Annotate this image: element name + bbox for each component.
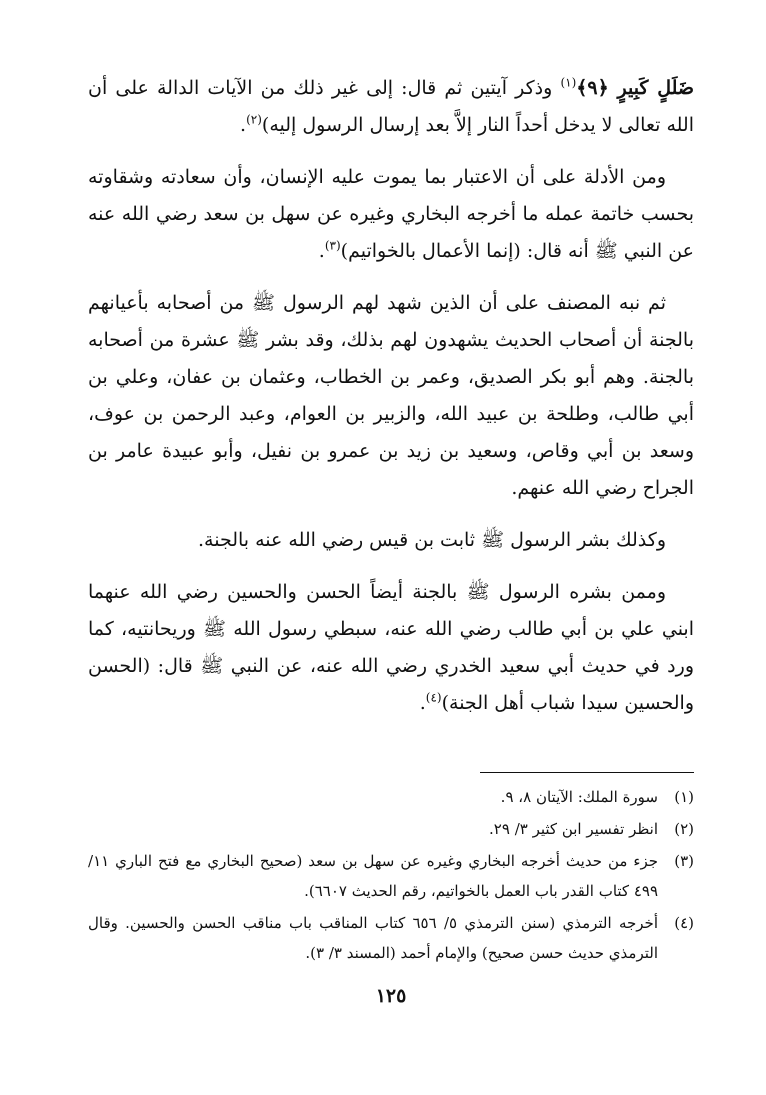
- paragraph-5-text: وممن بشره الرسول ﷺ بالجنة أيضاً الحسن والحسين رضي الله عنهما ابني علي بن أبي طالب رضي الله عنه، سبطي رسول الله ﷺ وريحانتيه، كما ورد في حديث أبي سعيد الخدري رضي الله عنه، عن النبي ﷺ قال: (الحسن والحسين سيدا شباب أهل الجنة): [88, 581, 694, 714]
- body-text: [88, 70, 694, 722]
- footnote-number: (٢): [674, 820, 694, 838]
- quran-verse-fragment: ضَلَلٍ كَبِيرٍ ﴿٩﴾: [576, 77, 695, 99]
- page-number: ١٢٥: [375, 985, 407, 1007]
- footnote-number: (٤): [674, 914, 694, 932]
- footnote-text: أخرجه الترمذي (سنن الترمذي ٥/ ٦٥٦ كتاب المناقب باب مناقب الحسن والحسين. وقال الترمذي حديث حسن صحيح) والإمام أحمد (المسند ٣/ ٣).: [88, 914, 658, 962]
- footnote-text: جزء من حديث أخرجه البخاري وغيره عن سهل بن سعد (صحيح البخاري مع فتح الباري ١١/ ٤٩٩ كتاب القدر باب العمل بالخواتيم، رقم الحديث ٦٦٠٧).: [88, 852, 658, 900]
- footnote-2: [88, 814, 694, 844]
- footnote-1: [88, 782, 694, 812]
- footnote-ref-1: (١): [560, 75, 577, 90]
- paragraph-2-text: ومن الأدلة على أن الاعتبار بما يموت عليه الإنسان، وأن سعادته وشقاوته بحسب خاتمة عمله ما أخرجه البخاري وغيره عن سهل بن سعد رضي الله عنه عن النبي ﷺ أنه قال: (إنما الأعمال بالخواتيم): [88, 166, 694, 262]
- paragraph-2: [88, 159, 694, 270]
- paragraph-1-end: .: [240, 114, 247, 136]
- paragraph-5-end: .: [419, 692, 426, 714]
- paragraph-1: [88, 70, 694, 144]
- footnotes: [88, 782, 694, 968]
- footnote-ref-3: (٣): [324, 238, 341, 253]
- paragraph-2-end: .: [318, 240, 325, 262]
- footnote-text: انظر تفسير ابن كثير ٣/ ٢٩.: [489, 820, 658, 838]
- paragraph-4: وكذلك بشر الرسول ﷺ ثابت بن قيس رضي الله عنه بالجنة.: [197, 529, 666, 551]
- paragraph-5: [88, 574, 694, 722]
- footnote-ref-4: (٤): [425, 690, 442, 705]
- footnote-number: (١): [674, 788, 694, 806]
- footnote-text: سورة الملك: الآيتان ٨، ٩.: [500, 788, 658, 806]
- footnote-3: [88, 846, 694, 906]
- footnote-number: (٣): [674, 852, 694, 870]
- footnote-4: [88, 908, 694, 968]
- paragraph-1-text: وذكر آيتين ثم قال: إلى غير ذلك من الآيات الدالة على أن الله تعالى لا يدخل أحداً النار إلاَّ بعد إرسال الرسول إليه): [88, 77, 694, 136]
- footnote-ref-2: (٢): [246, 112, 262, 127]
- paragraph-3: ثم نبه المصنف على أن الذين شهد لهم الرسول ﷺ من أصحابه بأعيانهم بالجنة أن أصحاب الحديث يشهدون لهم بذلك، وقد بشر ﷺ عشرة من أصحابه بالجنة. وهم أبو بكر الصديق، وعمر بن الخطاب، وعثمان بن عفان، وعلي بن أبي طالب، وطلحة بن عبيد الله، والزبير بن العوام، وعبد الرحمن بن عوف، وسعد بن أبي وقاص، وسعيد بن زيد بن عمرو بن نفيل، وأبو عبيدة عامر بن الجراح رضي الله عنهم.: [88, 292, 694, 499]
- footnote-separator: [480, 772, 694, 773]
- book-page: [88, 70, 694, 1035]
